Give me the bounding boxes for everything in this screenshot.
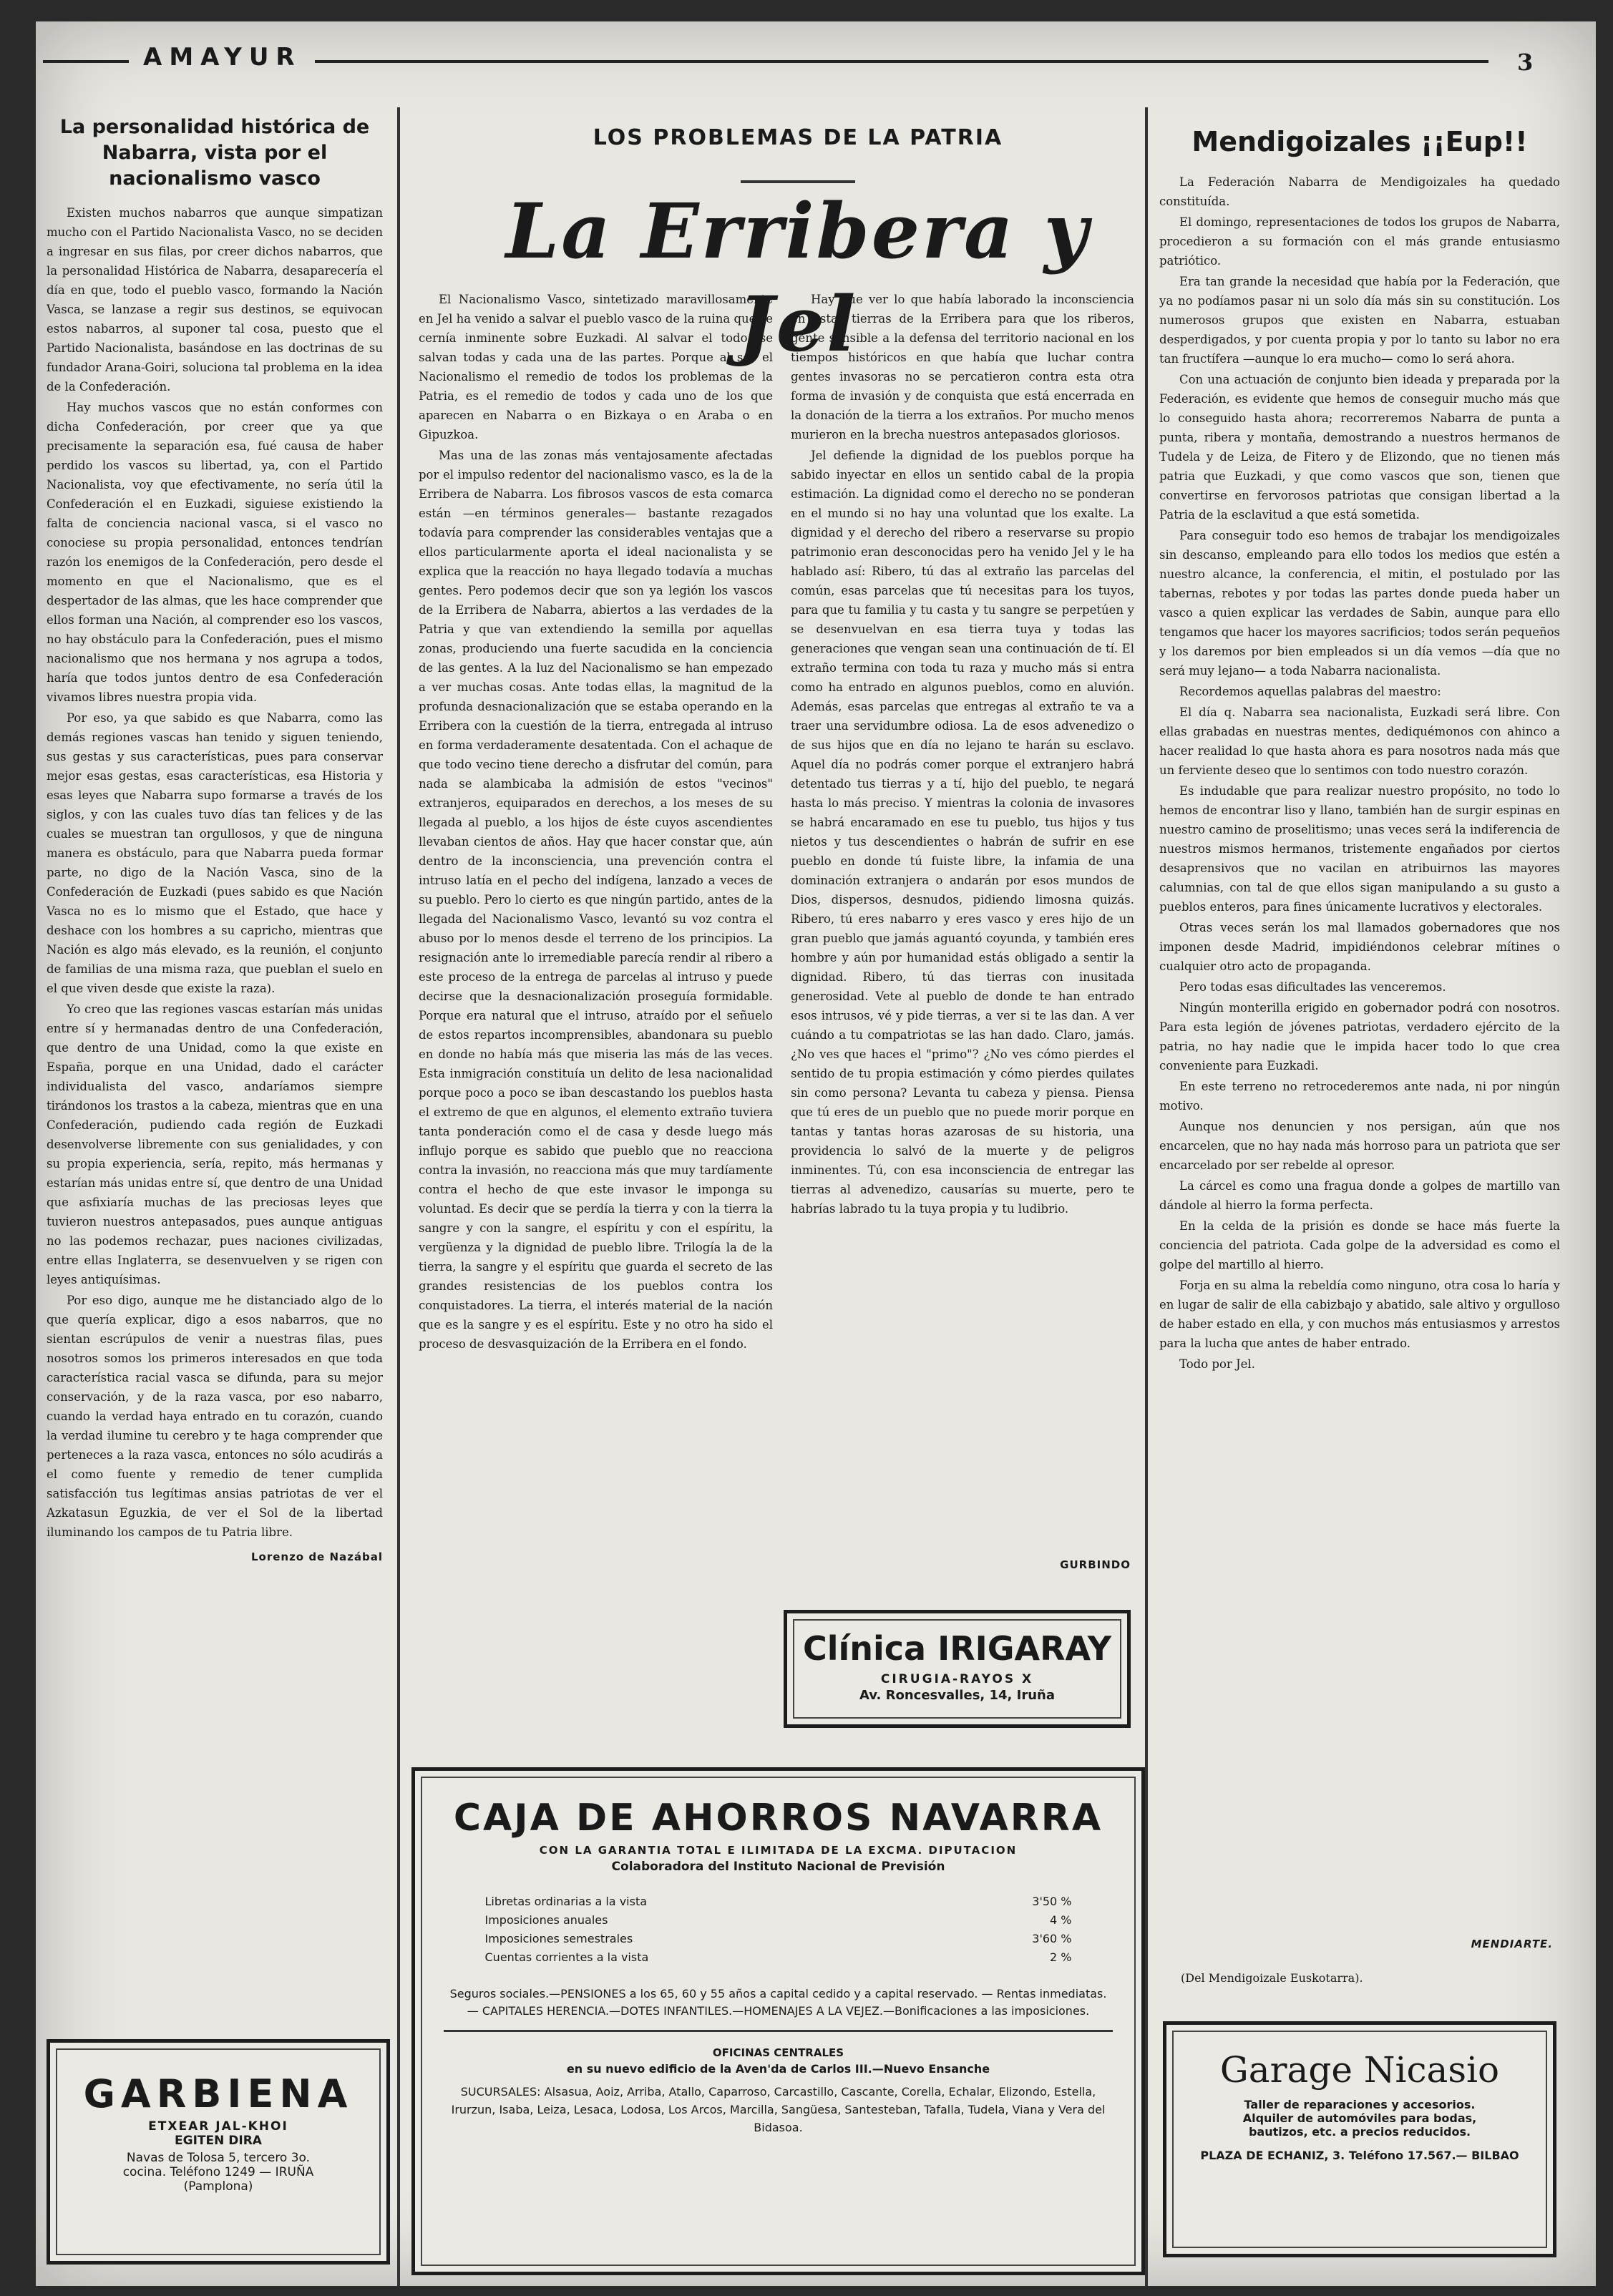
ad-garbiena-line3: Navas de Tolosa 5, tercero 3o.: [126, 2151, 311, 2165]
caja-subtitle: CON LA GARANTIA TOTAL E ILIMITADA DE LA EXCMA. DIPUTACION: [539, 1844, 1018, 1857]
right-article-headline: Mendigoizales ¡¡Eup!!: [1192, 126, 1528, 157]
masthead: [43, 43, 1582, 76]
caja-rate-row: [485, 1911, 1072, 1930]
left-article: [47, 114, 383, 1975]
caja-rate-label: Imposiciones semestrales: [484, 1932, 633, 1945]
caja-branches: SUCURSALES: Alsasua, Aoiz, Arriba, Atallo, Caparroso, Carcastillo, Cascante, Corella, Echalar, Elizondo, Estella, Irurzun, Isaba, Leiza, Lesaca, Lodosa, Los Arcos, Marcilla, Sangüesa, Santesteban, Tafalla, Tudela, Viana y Vera del Bidasoa.: [451, 2085, 1106, 2134]
caja-rate-value: 3'50 %: [1032, 1895, 1072, 1908]
paragraph: Jel defiende la dignidad de los pueblos porque ha sabido inyectar en ellos un sentido cabal de la propia estimación. La dignidad como el derecho no se ponderan en el mundo si no hay una voluntad que los exalte. La dignidad y el derecho del ribero a reservarse su propio patrimonio eran desconocidas pero ha venido Jel y le ha hablado así: Ribero, tú das al extraño las parcelas del común, esas parcelas que tú necesitas para los tuyos, para que tu familia y tu casta y tu sangre se perpetúen y se desenvuelvan en esa tierra tuya y todas las generaciones que vengan sean una continuación de tí. El extraño termina con toda tu raza y mucho más si entra como ha entrado en algunos pueblos, como en aluvión. Además, esas parcelas que entregas al extraño te va a traer una servidumbre odiosa. La de esos advenedizo o de sus hijos que en día no lejano te harán su esclavo. Aquel día no podrás comer porque el extranjero habrá detentado tus tierras y a tí, hijo del pueblo, te negará hasta lo más preciso. Y mientras la colonia de invasores se habrá encaramado en ese tu pueblo, tus hijos y tus nietos y tus descendientes o habrán de sufrir en ese pueblo en donde tú fuiste libre, la infamia de una dominación extranjera o andarán por esos mundos de Dios, dispersos, desnudos, pidiendo limosna quizás. Ribero, tú eres nabarro y eres vasco y eres hijo de un gran pueblo que jamás aguantó coyunda, y también eres hombre y aún por humanidad estás obligado a sentir la dignidad. Ribero, tú das tierras con inusitada generosidad. Vete al pueblo de donde te han entrado esos intrusos, vé y pide tierras, a ver si te las dan. A ver cuándo a tu compatriotas se las han dado. Claro, jamás. ¿No ves que haces el "primo"? ¿No ves cómo pierdes el sentido de tu propia estimación y cómo pierdes quilates sin como persona? Levanta tu cabeza y piensa. Piensa que tú eres de un pueblo que no puede morir porque en tantas y tantas horas azarosas de su historia, una providencia lo salvó de la muerte y de peligros inminentes. Tú, con esa inconsciencia de entregar las tierras al advenedizo, causarías su muerte, pero te habrías labrado tu la tuya propia y tu ludibrio.: [791, 449, 1134, 1216]
paragraph: En la celda de la prisión es donde se hace más fuerte la conciencia del patriota. Cada golpe de la adversidad es como el golpe del martillo al hierro.: [1159, 1219, 1560, 1271]
ad-nicasio-line2: Alquiler de automóviles para bodas,: [1242, 2111, 1477, 2125]
ad-garage-nicasio: [1163, 2021, 1556, 2257]
paragraph: Yo creo que las regiones vascas estarían más unidas entre sí y hermanadas dentro de una Confederación, que dentro de una Unidad, como la que existe en España, porque en una Unidad, dado el carácter individualista del vasco, andaríamos siempre tirándonos los trastos a la cabeza, mientras que en una Confederación, pudiendo cada región de Euzkadi desenvolverse libremente con sus genialidades, y con su propia experiencia, sería, repito, más hermanas y estarían más unidas entre sí, que dentro de una Unidad que asfixiaría muchas de las preciosas leyes que tuvieron nuestros antepasados, pues aunque antiguas no las podemos rechazar, pues naciones civilizadas, entre ellas Inglaterra, se desenvuelven y se rigen con leyes antiquísimas.: [47, 1002, 383, 1286]
paragraph: Es indudable que para realizar nuestro propósito, no todo lo hemos de encontrar liso y llano, también han de surgir espinas en nuestro camino de proselitismo; unas veces será la indiferencia de nuestros mismos hermanos, tristemente engañados por ciertos desaprensivos que no vacilan en atribuirnos las mayores calumnias, con tal de que ellos sigan manipulando a su gusto a pueblos enteros, para fines únicamente lucrativos y electorales.: [1159, 784, 1560, 914]
ad-nicasio-line3: bautizos, etc. a precios reducidos.: [1248, 2125, 1471, 2139]
masthead-name: AMAYUR: [143, 43, 302, 72]
kicker-rule: [741, 180, 855, 183]
ad-garbiena-line1: ETXEAR JAL-KHOI: [148, 2119, 288, 2134]
ad-irigaray-title: Clínica IRIGARAY: [802, 1629, 1112, 1668]
paragraph: Por eso, ya que sabido es que Nabarra, como las demás regiones vascas han tenido y siguen teniendo, sus gestas y sus características, pues para conservar mejor esas gestas, esas características, esa Historia y esas leyes que Nabarra supo formarse a través de los siglos, y con las cuales tuvo días tan felices y de las cuales se muestran tan orgullosos, y que de ninguna manera es obstáculo, para que Nabarra pueda formar parte, no digo de la Nación Vasca, sino de la Confederación de Euzkadi (pues sabido es que Nación Vasca no es lo mismo que el Estado, que hace y deshace con los hombres a su capricho, mientras que Nación es algo más elevado, es la reunión, el conjunto de familias de una misma raza, que pueblan el suelo en el que viven desde que existe la raza).: [47, 711, 383, 995]
caja-rate-value: 3'60 %: [1032, 1932, 1072, 1945]
center-article-signature: GURBINDO: [1060, 1558, 1131, 1571]
paragraph: Forja en su alma la rebeldía como ninguno, otra cosa lo haría y en lugar de salir de ella cabizbajo y abatido, sale altivo y orgulloso de haber estado en ella, y con muchos más entusiasmos y arrestos para la lucha que antes de haber entrado.: [1159, 1279, 1560, 1350]
ad-garbiena: [47, 2039, 390, 2265]
paragraph: Pero todas esas dificultades las venceremos.: [1179, 980, 1446, 994]
ad-garbiena-line5: (Pamplona): [183, 2179, 253, 2194]
masthead-rule: [43, 60, 129, 63]
caja-title: CAJA DE AHORROS NAVARRA: [453, 1797, 1103, 1840]
paragraph: El Nacionalismo Vasco, sintetizado maravillosamente en Jel ha venido a salvar el pueblo vasco de la ruina que se cernía inminente sobre Euzkadi. Al salvar el todo, se salvan todas y cada una de las partes. Porque al ser el Nacionalismo el remedio de todos los problemas de la Patria, es el remedio de todos y cada uno de los que aparecen en Nabarra o en Bizkaya o en Araba o en Gipuzkoa.: [419, 293, 773, 441]
caja-rate-label: Cuentas corrientes a la vista: [484, 1950, 649, 1964]
caja-rate-value: 2 %: [1050, 1950, 1072, 1964]
caja-rate-value: 4 %: [1050, 1913, 1072, 1927]
caja-subtitle-2: Colaboradora del Instituto Nacional de Previsión: [611, 1860, 945, 1874]
caja-rate-label: Imposiciones anuales: [484, 1913, 608, 1927]
paragraph: Hay que ver lo que había laborado la inconsciencia en estas tierras de la Erribera para que los riberos, gente sensible a la defensa del territorio nacional en los tiempos históricos en que había que luchar contra gentes invasoras no se percatieron contra esta otra forma de invasión y de conquista que está encerrada en la donación de la tierra a los extraños. Por mucho menos murieron en la brecha nuestros antepasados gloriosos.: [791, 293, 1134, 441]
ad-irigaray-line2: Av. Roncesvalles, 14, Iruña: [859, 1688, 1056, 1703]
paragraph: Era tan grande la necesidad que había por la Federación, que ya no podíamos pasar ni un solo día más sin su constitución. Los numerosos grupos que existen en Nabarra, estuaban desperdigados, y por cuenta propia y por lo tanto su labor no era tan fructífera —aunque lo era mucho— como lo será ahora.: [1159, 275, 1560, 366]
paragraph: La cárcel es como una fragua donde a golpes de martillo van dándole al hierro la forma perfecta.: [1159, 1179, 1560, 1212]
main-headline: La Erribera y Jel: [505, 186, 1091, 368]
paragraph: Aunque nos denuncien y nos persigan, aún que nos encarcelen, que no hay nada más horroso para un patriota que ser encarcelado por ser rebelde al opresor.: [1159, 1120, 1560, 1172]
ad-garbiena-line2: EGITEN DIRA: [175, 2134, 262, 2148]
paragraph: Con una actuación de conjunto bien ideada y preparada por la Federación, es evidente que hemos de conseguir mucho más que lo conseguido hasta ahora; recorreremos Nabarra de punta a punta, ribera y montaña, demostrando a nuestros hermanos de Tudela y de Leiza, de Fitero y de Elizondo, que no tienen más patria que Euzkadi, y que como vascos que son, tienen que convertirse en fervorosos patriotas que consigan libertad a la Patria de la esclavitud a que está sometida.: [1159, 373, 1560, 522]
paragraph: En este terreno no retrocederemos ante nada, ni por ningún motivo.: [1159, 1080, 1560, 1113]
center-article-col2: [791, 290, 1134, 1599]
masthead-rule: [315, 60, 1488, 63]
paragraph: El domingo, representaciones de todos los grupos de Nabarra, procedieron a su formación con el más grande entusiasmo patriótico.: [1159, 215, 1560, 268]
caja-offices-title: OFICINAS CENTRALES: [712, 2046, 844, 2059]
ad-clinica-irigaray: [784, 1610, 1131, 1728]
column-divider: [397, 107, 400, 2286]
ad-nicasio-title: Garage Nicasio: [1219, 2049, 1500, 2091]
paragraph: Todo por Jel.: [1179, 1357, 1255, 1371]
right-article-signature: MENDIARTE.: [1471, 1938, 1553, 1950]
caja-offices-address: en su nuevo edificio de la Aven'da de Carlos III.—Nuevo Ensanche: [566, 2062, 990, 2076]
paragraph: Existen muchos nabarros que aunque simpatizan mucho con el Partido Nacionalista Vasco, no se deciden a ingresar en sus filas, por creer dichos nabarros, que la personalidad Histórica de Nabarra, desaparecería el día en que, todo el pueblo vasco, formando la Nación Vasca, se lanzase a regir sus destinos, se equivocan estos nabarros, al suponer tal cosa, puesto que el Partido Nacionalista, basándose en las doctrinas de su fundador Arana-Goiri, soluciona tal problema en la idea de la Confederación.: [47, 206, 383, 394]
paragraph: Por eso digo, aunque me he distanciado algo de lo que quería explicar, digo a esos nabarros, que no sientan escrúpulos de venir a nuestras filas, pues nosotros somos los primeros interesados en que toda característica racial vasca se difunda, para su mejor conservación, y de la raza vasca, por eso nabarro, cuando la verdad haya entrado en tu corazón, cuando la verdad ilumine tu cerebro y te haga comprender que perteneces a la raza vasca, entonces no sólo acudirás a el como fuente y remedio de tener cumplida satisfacción tus legítimas ansias patriotas de ver el Azkatasun Eguzkia, de ver el Sol de la libertad iluminando los campos de tu Patria libre.: [47, 1294, 383, 1539]
paragraph: Otras veces serán los mal llamados gobernadores que nos imponen desde Madrid, impidiéndonos celebrar mítines o cualquier otro acto de propaganda.: [1159, 921, 1560, 973]
column-divider: [1145, 107, 1148, 2286]
caja-rate-row: [485, 1892, 1072, 1911]
left-article-signature: Lorenzo de Nazábal: [250, 1550, 383, 1563]
newspaper-page: [36, 21, 1596, 2286]
ad-garbiena-line4: cocina. Teléfono 1249 — IRUÑA: [122, 2165, 314, 2179]
paragraph: Mas una de las zonas más ventajosamente afectadas por el impulso redentor del nacionalismo vasco, es la de la Erribera de Nabarra. Los fibrosos vascos de esta comarca están —en términos generales— bastante rezagados todavía para comprender las considerables ventajas que a ellos particularmente aporta el ideal nacionalista y se explica que la reacción no haya llegado todavía a muchas gentes. Pero podemos decir que son ya legión los vascos de la Erribera de Nabarra, abiertos a las verdades de la Patria y que van extendiendo la semilla por aquellas zonas, produciendo una fuerte sacudida en la conciencia de las gentes. A la luz del Nacionalismo se han empezado a ver muchas cosas. Ante todas ellas, la magnitud de la profunda desnacionalización que se estaba operando en la Erribera con la cuestión de la tierra, entregada al intruso en forma verdaderamente desatentada. Con el achaque de que todo vecino tiene derecho a disfrutar del común, para nada se alambicaba la admisión de estos "vecinos" extranjeros, equiparados en derechos, a los meses de su llegada al pueblo, a los hijos de éste cuyos ascendientes llevaban cientos de años. Hay que hacer constar que, aún dentro de la inconsciencia, una prevención contra el intruso latía en el pecho del indígena, lanzado a veces de su pueblo. Pero lo cierto es que ningún partido, antes de la llegada del Nacionalismo Vasco, levantó su voz contra el abuso por lo menos desde el terreno de los principios. La resignación ante lo irremediable parecía rendir al ribero a este proceso de la entrega de parcelas al intruso y puede decirse que la desnacionalización proseguía formidable. Porque era natural que el intruso, atraído por el señuelo de estos repartos incomprensibles, abandonara su pueblo en donde no había más que miseria las más de las veces. Esta inmigración constituía un delito de lesa nacionalidad porque poco a poco se iban descastando los pueblos hasta el extremo de que en algunos, el elemento extraño tuviera tanta ponderación como el de casa y desde luego más influjo porque es sabido que pueblo que no reacciona contra la invasión, no reacciona más que muy tardíamente contra el hecho de que este invasor le imponga su voluntad. Es decir que se perdía la tierra y con la tierra la sangre y con la sangre, el espíritu y con el espíritu, la vergüenza y la dignidad de pueblo libre. Trilogía la de la tierra, la sangre y el espíritu que guarda el secreto de las grandes resistencias de los pueblos contra los conquistadores. La tierra, el interés material de la nación que es la sangre y es el espíritu. Este y no otro ha sido el proceso de desvasquización de la Erribera en el fondo.: [419, 449, 773, 1351]
caja-divider: [444, 2030, 1113, 2032]
caja-rates-table: [485, 1892, 1072, 1967]
caja-rate-label: Libretas ordinarias a la vista: [484, 1895, 648, 1908]
right-article: [1159, 125, 1560, 2021]
center-article-col1: [419, 290, 773, 1764]
caja-services: Seguros sociales.—PENSIONES a los 65, 60 y 55 años a capital cedido y a capital reservado. — Rentas inmediatas. — CAPITALES HERENCIA.—DOTES INFANTILES.—HOMENAJES A LA VEJEZ.—Bonificaciones a las imposiciones.: [449, 1987, 1107, 2018]
caja-rate-row: [485, 1948, 1072, 1967]
paragraph: El día q. Nabarra sea nacionalista, Euzkadi será libre. Con ellas grabadas en nuestras mentes, dediquémonos con ahinco a hacer realidad lo que hasta ahora es para nosotros nada más que un ferviente deseo que lo sentimos con todo nuestro corazón.: [1159, 705, 1560, 777]
right-article-source: (Del Mendigoizale Euskotarra).: [1181, 1971, 1363, 1985]
ad-nicasio-line1: Taller de reparaciones y accesorios.: [1244, 2098, 1476, 2111]
caja-rate-row: [485, 1930, 1072, 1948]
left-article-headline: La personalidad histórica de Nabarra, vista por el nacionalismo vasco: [59, 116, 370, 190]
ad-irigaray-line1: CIRUGIA-RAYOS X: [880, 1672, 1034, 1686]
paragraph: Hay muchos vascos que no están conformes con dicha Confederación, por creer que ya que precisamente la separación esa, fué causa de haber perdido los vascos su libertad, ya, con el Partido Nacionalista, voy que efectivamente, no sería útil la Confederación el en Euzkadi, siguiese existiendo la falta de conciencia nacional vasca, si el vasco no conociese su propia personalidad, entonces tendrían razón los enemigos de la Confederación, pero desde el momento en que el Nacionalismo, que es el despertador de las almas, que les hace comprender que ellos forman una Nación, al comprender eso los vascos, no hay obstáculo para la Confederación, pues el mismo nacionalismo que nos hermana y nos agrupa a todos, haría que todos juntos dentro de esa Confederación vivamos libres nuestra propia vida.: [47, 401, 383, 704]
paragraph: Recordemos aquellas palabras del maestro:: [1179, 685, 1441, 698]
ad-nicasio-line4: PLAZA DE ECHANIZ, 3. Teléfono 17.567.— BILBAO: [1200, 2149, 1519, 2162]
ad-garbiena-title: GARBIENA: [83, 2071, 354, 2116]
paragraph: Para conseguir todo eso hemos de trabajar los mendigoizales sin descanso, empleando para ello todos los medios que estén a nuestro alcance, la conferencia, el mitin, el postulado por las tabernas, rebotes y por todas las partes donde pueda haber un vasco a quien explicar las verdades de Sabin, aunque para ello tengamos que hacer los mayores sacrificios; todos serán pequeños y los daremos por bien empleados si un día vemos —día que no será muy lejano— a toda Nabarra nacionalista.: [1159, 529, 1560, 678]
ad-caja-ahorros-navarra: [411, 1767, 1145, 2275]
paragraph: La Federación Nabarra de Mendigoizales ha quedado constituída.: [1159, 175, 1560, 208]
section-kicker: LOS PROBLEMAS DE LA PATRIA: [593, 125, 1003, 150]
paragraph: Ningún monterilla erigido en gobernador podrá con nosotros. Para esta legión de jóvenes patriotas, verdadero ejército de la patria, no hay nadie que le impida hacer todo lo que crea conveniente para Euzkadi.: [1159, 1001, 1560, 1073]
page-number: 3: [1517, 49, 1534, 76]
